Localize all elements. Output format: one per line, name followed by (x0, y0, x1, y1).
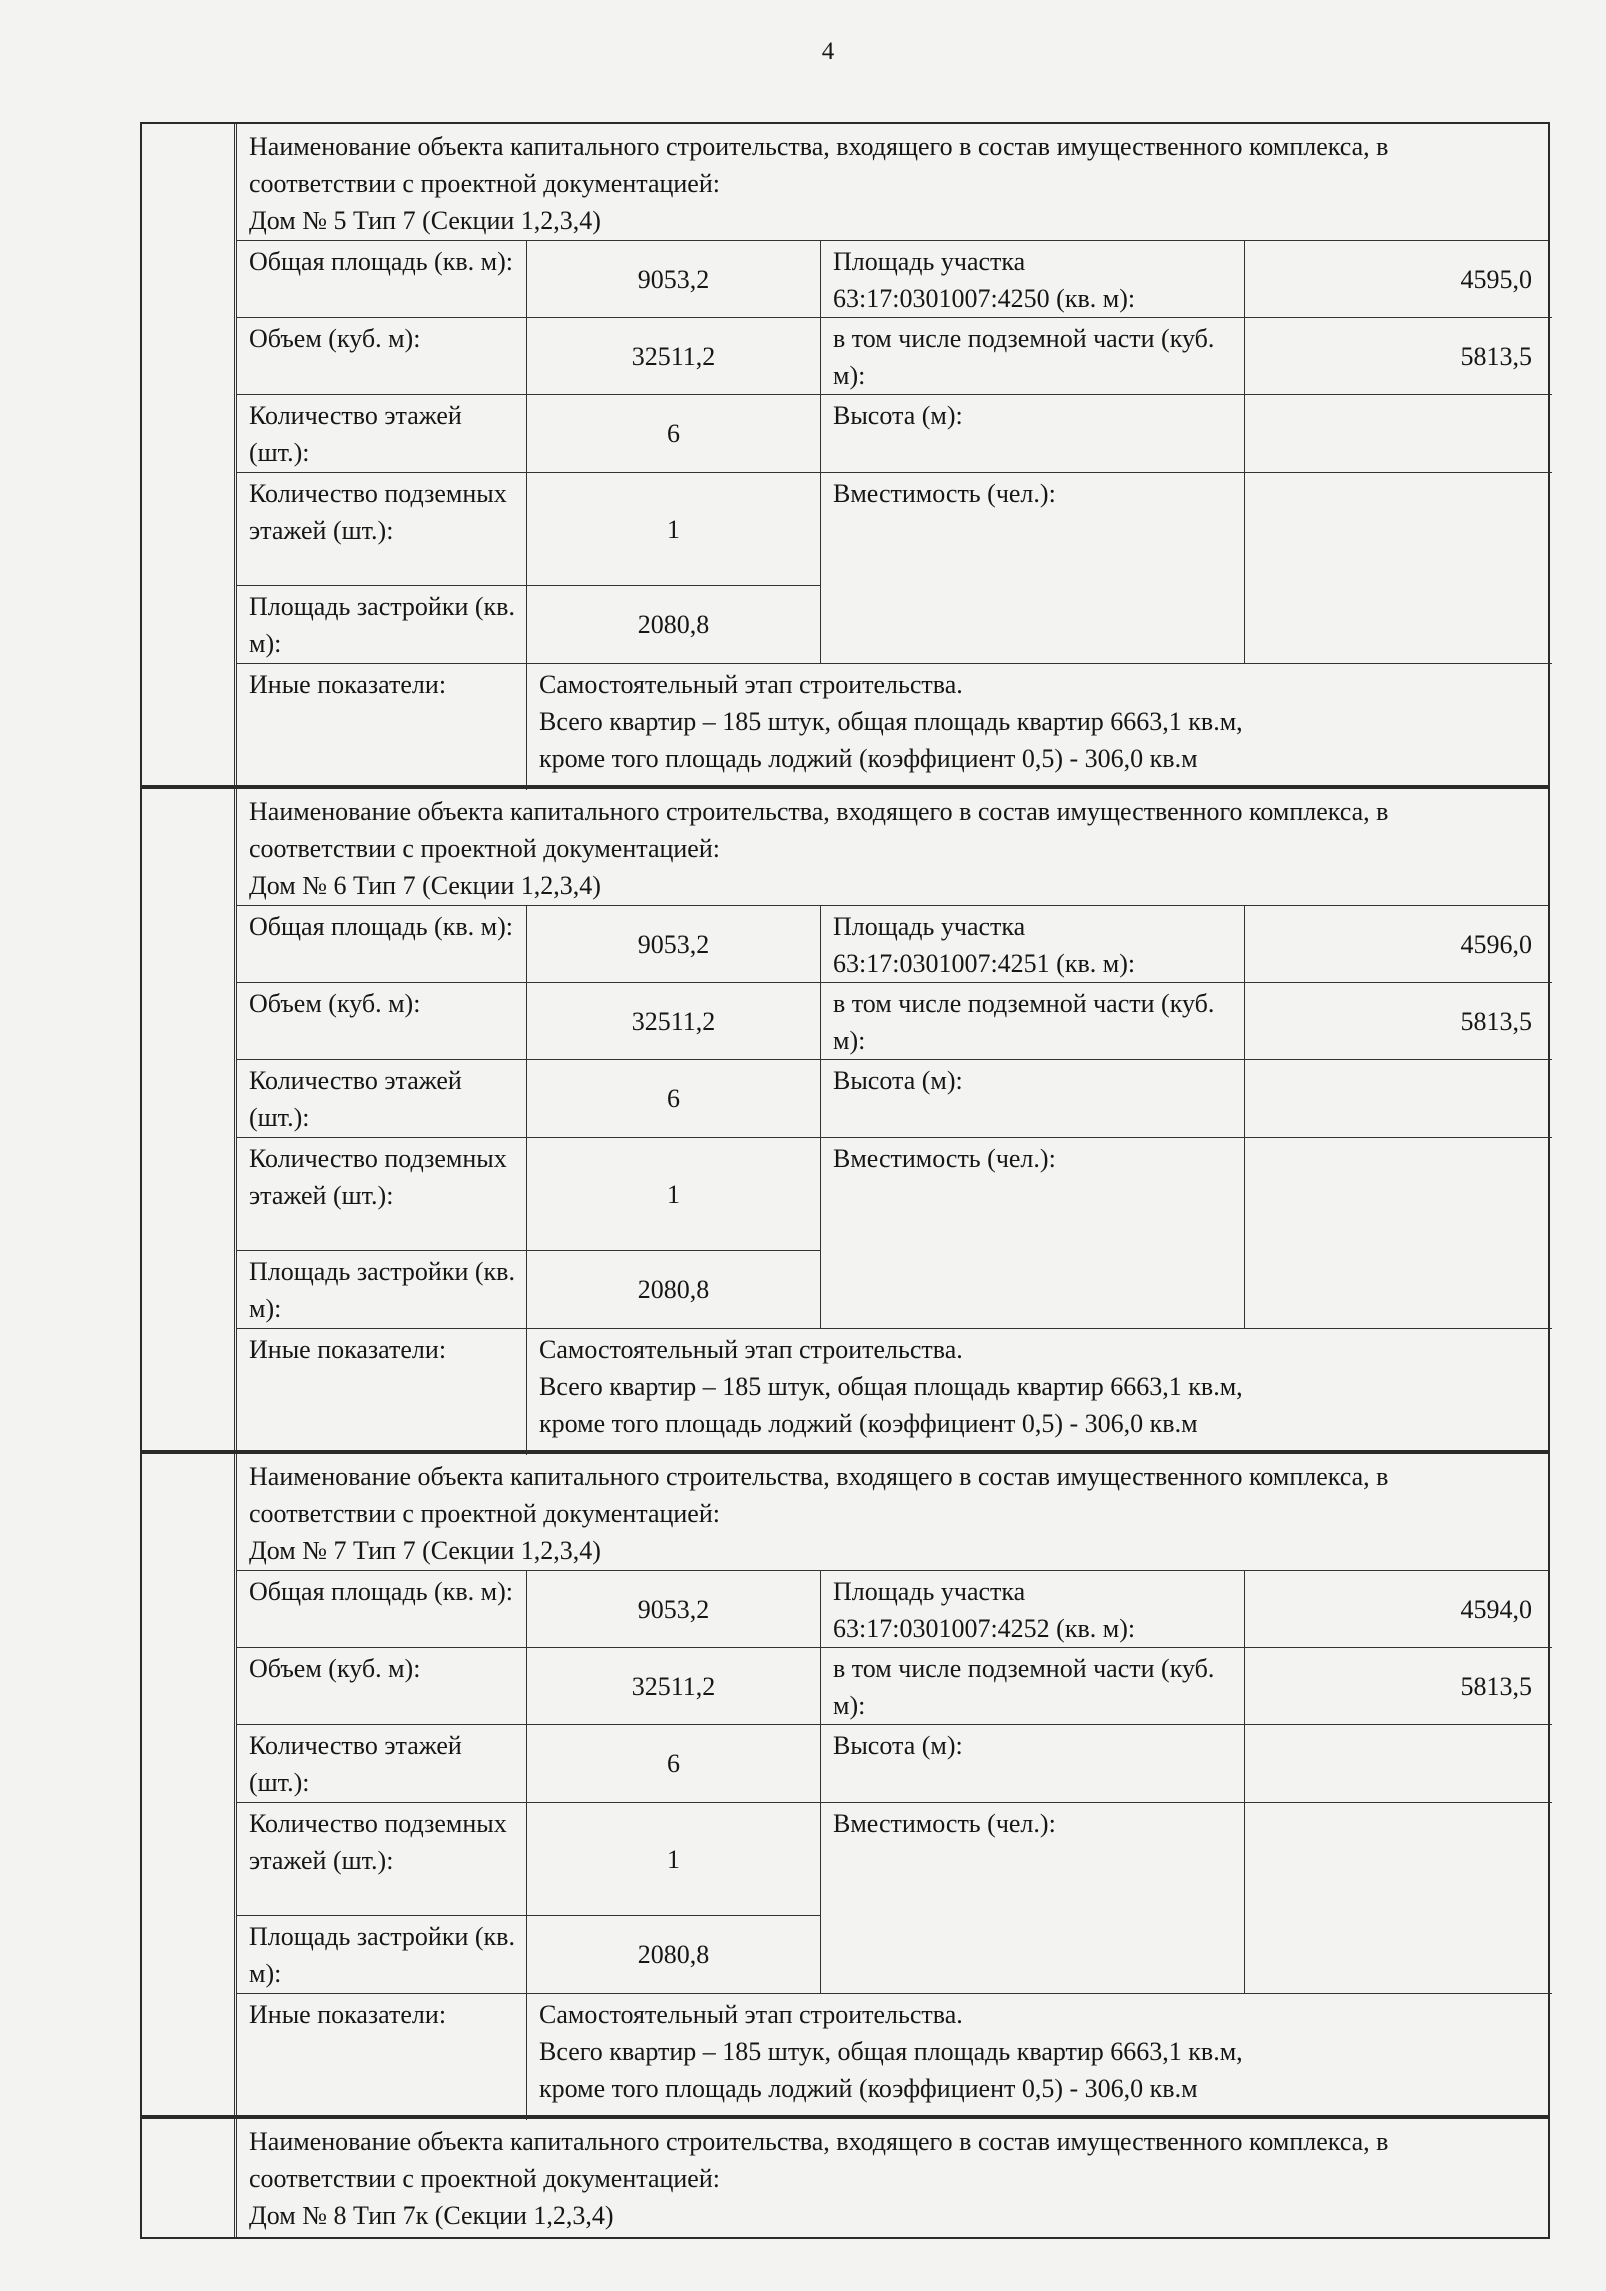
value-capacity (1245, 1138, 1552, 1329)
label-underground-volume: в том числе подземной части (куб. м): (821, 318, 1245, 395)
value-floors: 6 (527, 1725, 821, 1803)
value-underground-floors: 1 (527, 1803, 821, 1916)
label-volume: Объем (куб. м): (237, 983, 527, 1060)
label-plot-area (821, 906, 1245, 983)
params-table (237, 905, 1548, 1455)
number-column (142, 2119, 237, 2237)
value-volume: 32511,2 (527, 1648, 821, 1725)
value-underground-floors: 1 (527, 1138, 821, 1251)
label-other: Иные показатели: (237, 1994, 527, 2120)
value-floors: 6 (527, 1060, 821, 1138)
label-height: Высота (м): (821, 395, 1245, 473)
label-underground-floors: Количество подземных этажей (шт.): (237, 1138, 527, 1251)
value-total-area: 9053,2 (527, 1571, 821, 1648)
label-total-area: Общая площадь (кв. м): (237, 241, 527, 318)
value-total-area: 9053,2 (527, 906, 821, 983)
params-table (237, 240, 1548, 790)
value-building-area: 2080,8 (527, 1251, 821, 1329)
label-floors: Количество этажей (шт.): (237, 1725, 527, 1803)
value-building-area: 2080,8 (527, 1916, 821, 1994)
object-title (237, 1454, 1548, 1570)
label-capacity: Вместимость (чел.): (821, 473, 1245, 664)
value-building-area: 2080,8 (527, 586, 821, 664)
title-prefix: Наименование объекта капитального строительства, входящего в состав имущественного комплекса, в соответствии с проектной документацией: (249, 797, 1389, 863)
label-total-area: Общая площадь (кв. м): (237, 1571, 527, 1648)
object-name: Дом № 8 Тип 7к (Секции 1,2,3,4) (249, 2201, 614, 2230)
title-prefix: Наименование объекта капитального строительства, входящего в состав имущественного комплекса, в соответствии с проектной документацией: (249, 2127, 1389, 2193)
value-plot-area: 4594,0 (1245, 1571, 1552, 1648)
label-other: Иные показатели: (237, 1329, 527, 1455)
value-floors: 6 (527, 395, 821, 473)
object-block-4 (140, 2117, 1550, 2239)
label-volume: Объем (куб. м): (237, 1648, 527, 1725)
value-height (1245, 395, 1552, 473)
title-prefix: Наименование объекта капитального строительства, входящего в состав имущественного комплекса, в соответствии с проектной документацией: (249, 132, 1389, 198)
other-line-2: Всего квартир – 185 штук, общая площадь квартир 6663,1 кв.м, (539, 707, 1243, 736)
label-plot-area (821, 241, 1245, 318)
other-line-3: кроме того площадь лоджий (коэффициент 0,5) - 306,0 кв.м (539, 1409, 1198, 1438)
value-total-area: 9053,2 (527, 241, 821, 318)
object-name: Дом № 5 Тип 7 (Секции 1,2,3,4) (249, 206, 601, 235)
label-floors: Количество этажей (шт.): (237, 395, 527, 473)
label-underground-volume: в том числе подземной части (куб. м): (821, 1648, 1245, 1725)
value-capacity (1245, 473, 1552, 664)
plot-area-suffix: (кв. м): (1056, 949, 1136, 978)
label-volume: Объем (куб. м): (237, 318, 527, 395)
label-underground-floors: Количество подземных этажей (шт.): (237, 473, 527, 586)
plot-area-suffix: (кв. м): (1056, 1614, 1136, 1643)
value-underground-volume: 5813,5 (1245, 983, 1552, 1060)
plot-area-prefix: Площадь участка (833, 912, 1026, 941)
plot-cadastral: 63:17:0301007:4250 (833, 284, 1050, 313)
label-underground-floors: Количество подземных этажей (шт.): (237, 1803, 527, 1916)
label-height: Высота (м): (821, 1725, 1245, 1803)
plot-cadastral: 63:17:0301007:4252 (833, 1614, 1050, 1643)
other-line-3: кроме того площадь лоджий (коэффициент 0,5) - 306,0 кв.м (539, 744, 1198, 773)
value-volume: 32511,2 (527, 318, 821, 395)
label-other: Иные показатели: (237, 664, 527, 790)
value-height (1245, 1060, 1552, 1138)
number-column (142, 1454, 237, 2115)
object-name: Дом № 7 Тип 7 (Секции 1,2,3,4) (249, 1536, 601, 1565)
value-plot-area: 4595,0 (1245, 241, 1552, 318)
label-total-area: Общая площадь (кв. м): (237, 906, 527, 983)
value-other (527, 664, 1552, 790)
other-line-1: Самостоятельный этап строительства. (539, 1335, 963, 1364)
value-volume: 32511,2 (527, 983, 821, 1060)
object-title (237, 124, 1548, 240)
label-underground-volume: в том числе подземной части (куб. м): (821, 983, 1245, 1060)
label-plot-area (821, 1571, 1245, 1648)
label-building-area: Площадь застройки (кв. м): (237, 586, 527, 664)
object-title (237, 2119, 1548, 2239)
label-height: Высота (м): (821, 1060, 1245, 1138)
title-prefix: Наименование объекта капитального строительства, входящего в состав имущественного комплекса, в соответствии с проектной документацией: (249, 1462, 1389, 1528)
value-underground-volume: 5813,5 (1245, 318, 1552, 395)
value-other (527, 1994, 1552, 2120)
label-capacity: Вместимость (чел.): (821, 1803, 1245, 1994)
number-column (142, 124, 237, 785)
label-capacity: Вместимость (чел.): (821, 1138, 1245, 1329)
number-column (142, 789, 237, 1450)
plot-area-prefix: Площадь участка (833, 1577, 1026, 1606)
object-block-1 (140, 122, 1550, 787)
other-line-2: Всего квартир – 185 штук, общая площадь квартир 6663,1 кв.м, (539, 2037, 1243, 2066)
value-height (1245, 1725, 1552, 1803)
other-line-2: Всего квартир – 185 штук, общая площадь квартир 6663,1 кв.м, (539, 1372, 1243, 1401)
object-name: Дом № 6 Тип 7 (Секции 1,2,3,4) (249, 871, 601, 900)
params-table (237, 1570, 1548, 2120)
value-underground-volume: 5813,5 (1245, 1648, 1552, 1725)
value-other (527, 1329, 1552, 1455)
value-underground-floors: 1 (527, 473, 821, 586)
plot-area-prefix: Площадь участка (833, 247, 1026, 276)
label-building-area: Площадь застройки (кв. м): (237, 1916, 527, 1994)
value-capacity (1245, 1803, 1552, 1994)
object-block-3 (140, 1452, 1550, 2117)
object-title (237, 789, 1548, 905)
other-line-1: Самостоятельный этап строительства. (539, 2000, 963, 2029)
plot-cadastral: 63:17:0301007:4251 (833, 949, 1050, 978)
other-line-3: кроме того площадь лоджий (коэффициент 0,5) - 306,0 кв.м (539, 2074, 1198, 2103)
other-line-1: Самостоятельный этап строительства. (539, 670, 963, 699)
label-floors: Количество этажей (шт.): (237, 1060, 527, 1138)
object-block-2 (140, 787, 1550, 1452)
label-building-area: Площадь застройки (кв. м): (237, 1251, 527, 1329)
value-plot-area: 4596,0 (1245, 906, 1552, 983)
page-number: 4 (821, 38, 835, 65)
plot-area-suffix: (кв. м): (1056, 284, 1136, 313)
